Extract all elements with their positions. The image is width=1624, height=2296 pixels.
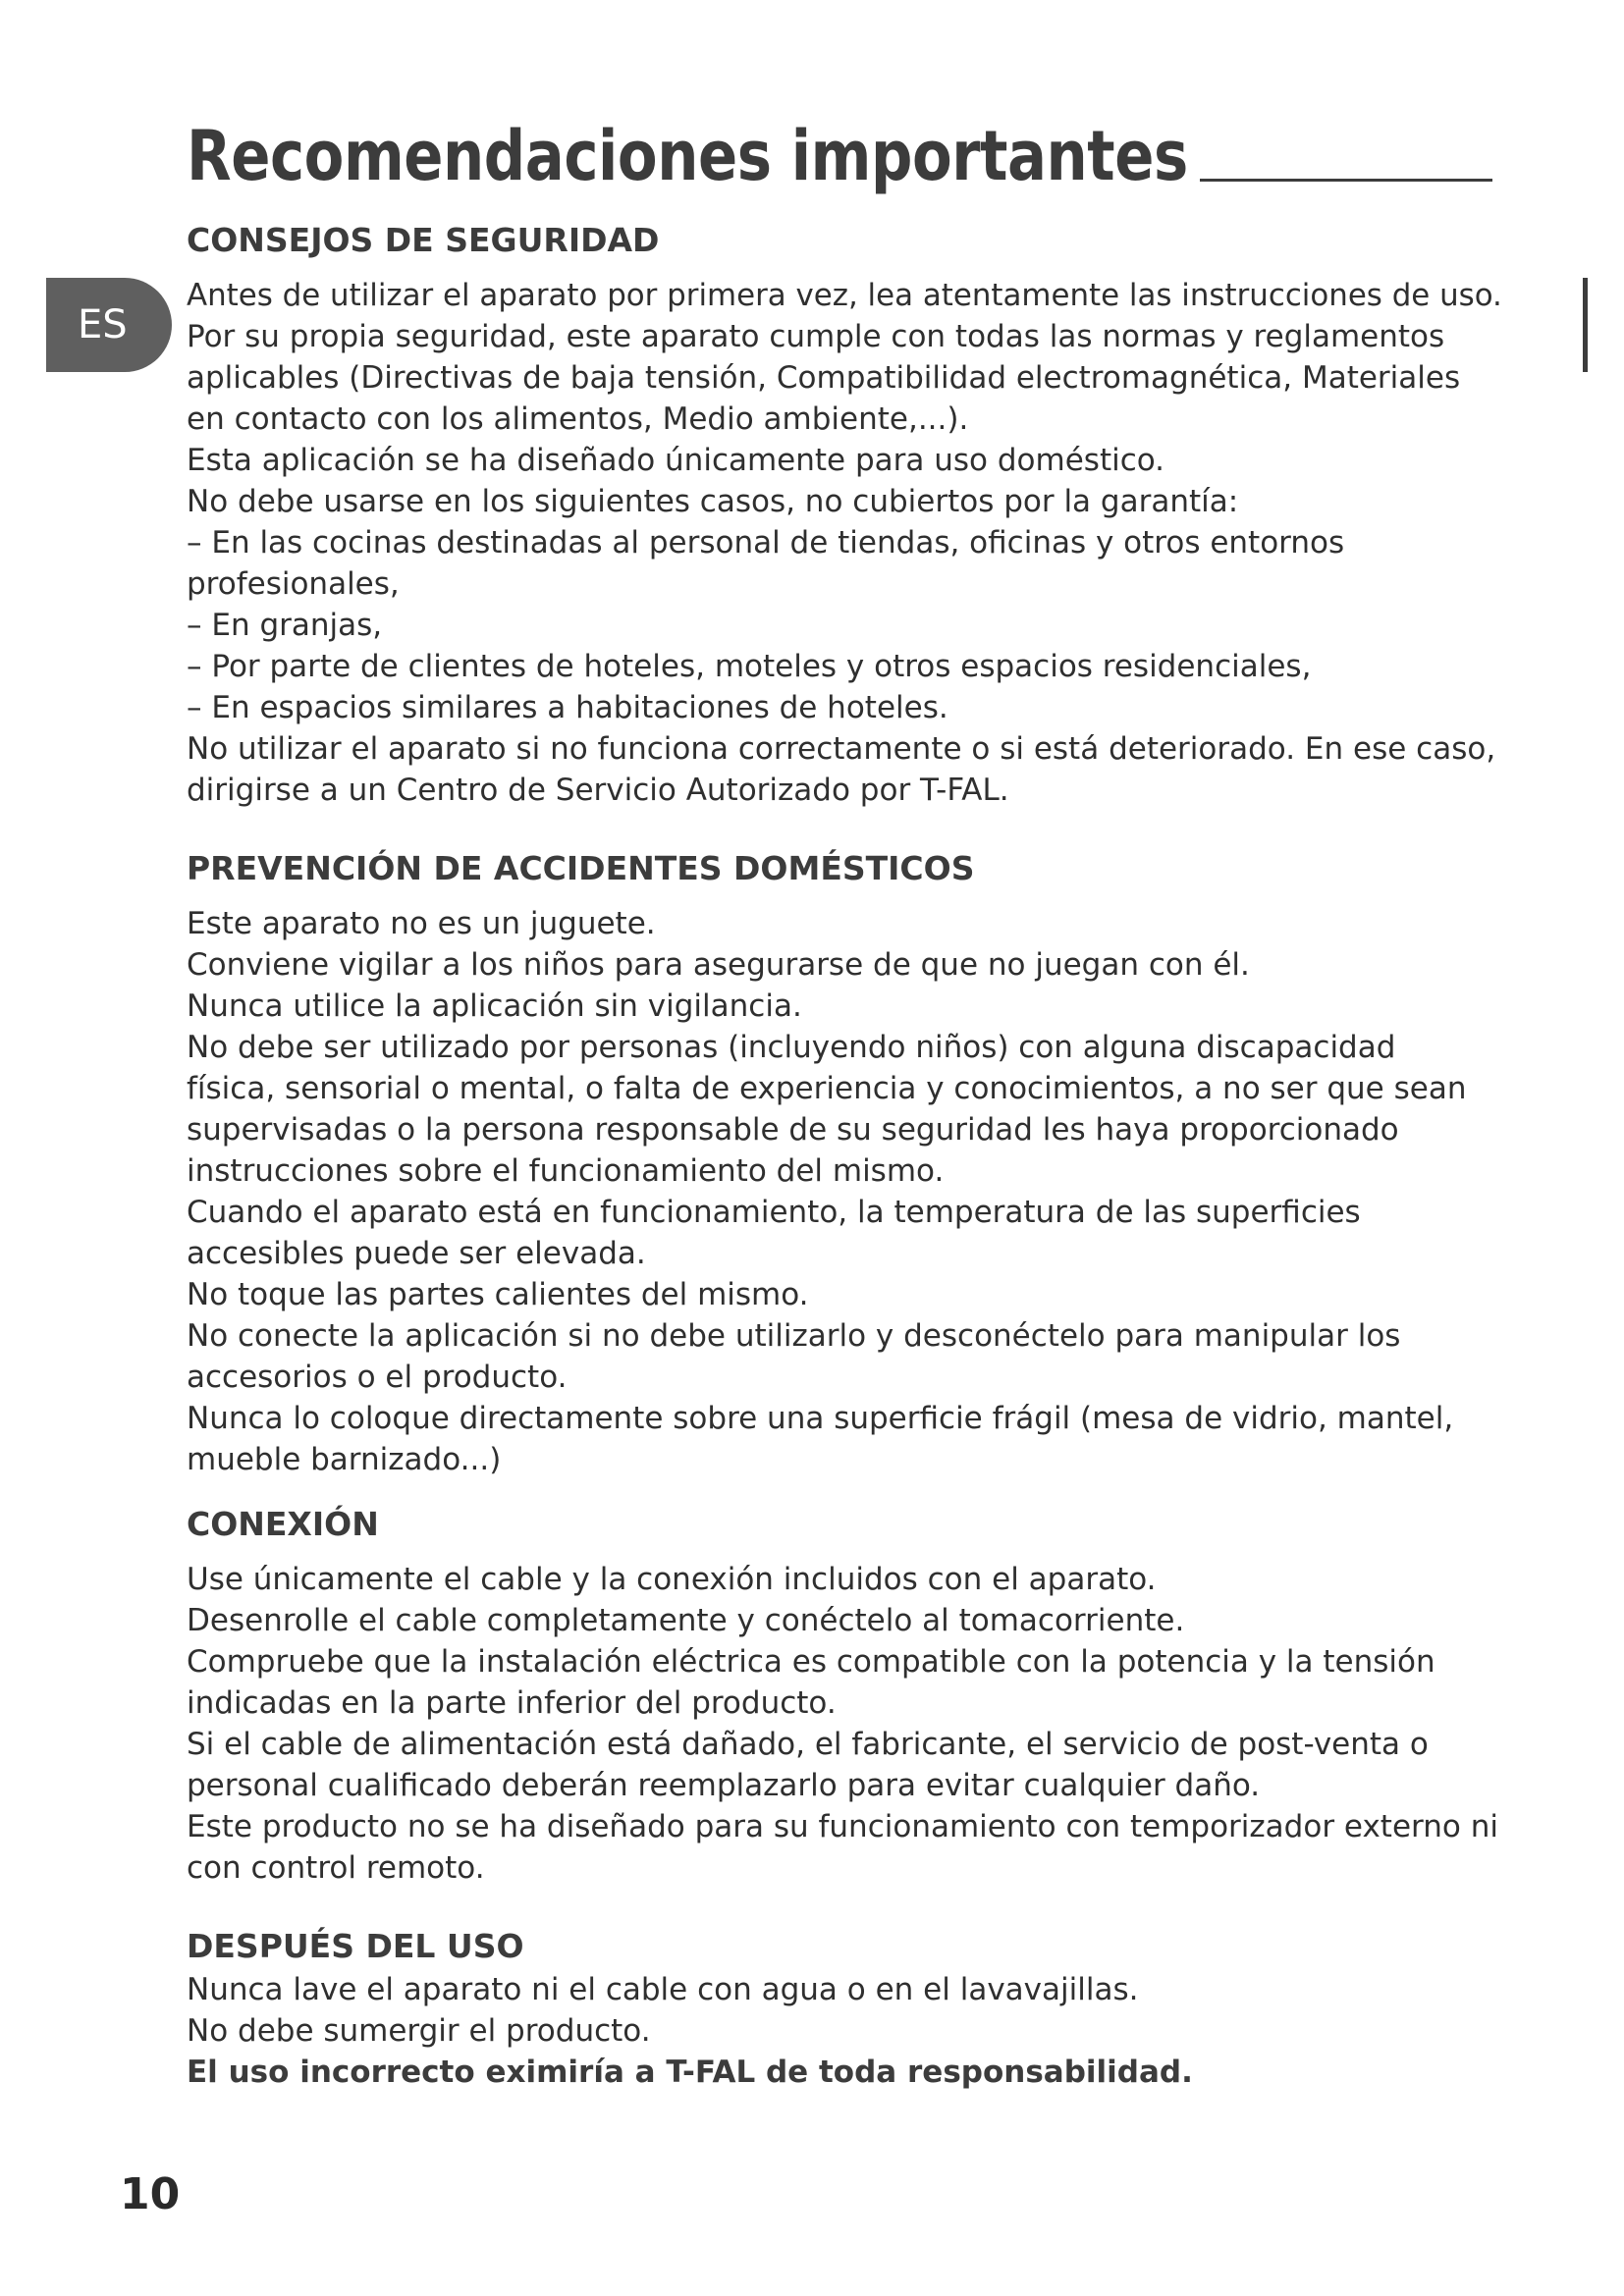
paragraph-line: indicadas en la parte inferior del producto.: [187, 1685, 837, 1721]
paragraph-line: supervisadas o la persona responsable de su seguridad les haya proporcionado: [187, 1112, 1399, 1148]
paragraph-line: dirigirse a un Centro de Servicio Autorizado por T-FAL.: [187, 773, 1009, 808]
paragraph-line: Desenrolle el cable completamente y conéctelo al tomacorriente.: [187, 1603, 1185, 1638]
title-underline-rule: [1200, 179, 1492, 182]
paragraph-line: Esta aplicación se ha diseñado únicamente para uso doméstico.: [187, 443, 1165, 478]
paragraph-line: en contacto con los alimentos, Medio ambiente,...).: [187, 401, 969, 437]
document-body: [187, 218, 1502, 2093]
paragraph-line: personal cualificado deberán reemplazarlo para evitar cualquier daño.: [187, 1768, 1261, 1803]
paragraph-line: Use únicamente el cable y la conexión incluidos con el aparato.: [187, 1562, 1157, 1597]
paragraph-line: Nunca utilice la aplicación sin vigilancia.: [187, 988, 802, 1024]
paragraph-line: accesibles puede ser elevada.: [187, 1236, 646, 1271]
list-item: – En las cocinas destinadas al personal de tiendas, oficinas y otros entornos: [187, 525, 1345, 561]
list-item: – Por parte de clientes de hoteles, moteles y otros espacios residenciales,: [187, 649, 1312, 684]
language-tab-label: ES: [78, 302, 128, 347]
section-heading: CONSEJOS DE SEGURIDAD: [187, 221, 660, 259]
section-heading: PREVENCIÓN DE ACCIDENTES DOMÉSTICOS: [187, 849, 975, 887]
section-marker-bar: [1583, 278, 1588, 372]
paragraph-line: No toque las partes calientes del mismo.: [187, 1277, 809, 1312]
paragraph-line: No conecte la aplicación si no debe utilizarlo y desconéctelo para manipular los: [187, 1318, 1401, 1354]
section-heading: DESPUÉS DEL USO: [187, 1927, 524, 1965]
paragraph-line: No debe sumergir el producto.: [187, 2013, 651, 2049]
section-heading: CONEXIÓN: [187, 1505, 379, 1543]
paragraph-line: Este producto no se ha diseñado para su funcionamiento con temporizador externo ni: [187, 1809, 1498, 1844]
paragraph-line: Nunca lo coloque directamente sobre una superficie frágil (mesa de vidrio, mantel,: [187, 1401, 1454, 1436]
paragraph-line: Antes de utilizar el aparato por primera vez, lea atentamente las instrucciones de uso.: [187, 278, 1502, 313]
section-conexion: [187, 1502, 1502, 1889]
paragraph-line: con control remoto.: [187, 1850, 485, 1886]
paragraph-line: mueble barnizado...): [187, 1442, 502, 1477]
paragraph-line: Conviene vigilar a los niños para asegurarse de que no juegan con él.: [187, 947, 1250, 983]
responsibility-notice: El uso incorrecto eximiría a T-FAL de toda responsabilidad.: [187, 2055, 1193, 2090]
paragraph-line: Por su propia seguridad, este aparato cumple con todas las normas y reglamentos: [187, 319, 1445, 354]
list-item: – En espacios similares a habitaciones de hoteles.: [187, 690, 948, 725]
paragraph-line: Si el cable de alimentación está dañado, el fabricante, el servicio de post-venta o: [187, 1727, 1429, 1762]
page-number: 10: [120, 2169, 181, 2219]
section-consejos-de-seguridad: [187, 218, 1502, 811]
paragraph-line: física, sensorial o mental, o falta de experiencia y conocimientos, a no ser que sean: [187, 1071, 1467, 1106]
paragraph-line: aplicables (Directivas de baja tensión, Compatibilidad electromagnética, Materiales: [187, 360, 1461, 396]
paragraph-line: Este aparato no es un juguete.: [187, 906, 656, 941]
paragraph-line: accesorios o el producto.: [187, 1360, 568, 1395]
list-item: – En granjas,: [187, 608, 383, 643]
section-despues-del-uso: [187, 1924, 1502, 2093]
language-tab: [46, 278, 172, 372]
paragraph-line: instrucciones sobre el funcionamiento del mismo.: [187, 1153, 945, 1189]
section-prevencion-accidentes: [187, 846, 1502, 1480]
paragraph-line: No debe usarse en los siguientes casos, no cubiertos por la garantía:: [187, 484, 1239, 519]
paragraph-line: Nunca lave el aparato ni el cable con agua o en el lavavajillas.: [187, 1972, 1139, 2007]
paragraph-line: No debe ser utilizado por personas (incluyendo niños) con alguna discapacidad: [187, 1030, 1396, 1065]
paragraph-line: Cuando el aparato está en funcionamiento, la temperatura de las superficies: [187, 1195, 1361, 1230]
paragraph-line: Compruebe que la instalación eléctrica es compatible con la potencia y la tensión: [187, 1644, 1435, 1680]
page-title: Recomendaciones importantes: [187, 116, 1188, 196]
list-item: profesionales,: [187, 566, 400, 602]
paragraph-line: No utilizar el aparato si no funciona correctamente o si está deteriorado. En ese caso,: [187, 731, 1496, 767]
